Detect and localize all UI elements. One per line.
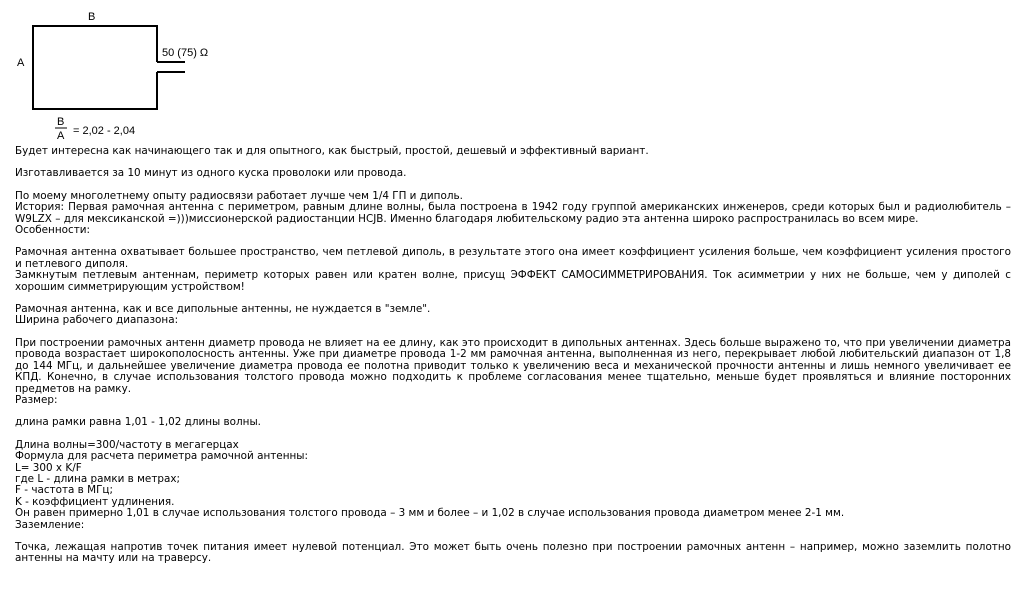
paragraph-history: История: Первая рамочная антенна с периметром, равным длине волны, была построена в 1942 году группой американских инженеров, среди которых был и радиолюбитель – W9LZX – для мексиканской =)))миссионерской радиостанции HCJB. Именно благодаря любительскому радио эта антенна широко распространилась во всем мире. [15,201,1011,225]
label-side-b: B [88,11,96,23]
article-body [15,146,1011,565]
loop-antenna-diagram [0,0,260,140]
paragraph-loop-length: длина рамки равна 1,01 - 1,02 длины волны. [15,416,261,429]
paragraph-wire-diameter: При построении рамочных антенн диаметр провода не влияет на ее длину, как это происходит в дипольных антеннах. Здесь больше выражено то, что при увеличении диаметра провода возрастает широкополосность антенны. Уже при диаметре провода 1-2 мм рамочная антенна, выполненная из него, перекрывает любой любительский диапазон от 1,8 до 144 МГц, и дальнейшее увеличение диаметра провода ее полотна приводит только к увеличению веса и механической прочности антенны и лишь немного увеличивает ее КПД. Конечно, в случае использования толстого провода можно подходить к проблеме согласования менее тщательно, меньше будет проявляться и влияние посторонних предметов на рамку. [15,336,1011,395]
fraction-denominator: A [57,130,65,140]
heading-size: Размер: [15,393,58,406]
heading-bandwidth: Ширина рабочего диапазона: [15,314,179,327]
label-impedance: 50 (75) Ω [162,47,209,59]
formula-var-l: где L - длина рамки в метрах; [15,472,180,485]
antenna-loop-frame [33,26,157,109]
paragraph-ground: Рамочная антенна, как и все дипольные антенны, не нуждается в "земле". [15,303,431,316]
fraction-numerator: B [57,116,65,128]
paragraph-wavelength: Длина волны=300/частоту в мегагерцах [15,438,239,451]
formula: L= 300 x K/F [15,461,82,474]
paragraph-intro: Будет интересна как начинающего так и для опытного, как быстрый, простой, дешевый и эффективный вариант. [15,145,649,157]
paragraph-self-balancing: Замкнутым петлевым антеннам, периметр которых равен или кратен волне, присущ ЭФФЕКТ САМОСИММЕТРИРОВАНИЯ. Ток асимметрии у них не больше, чем у диполей с хорошим симметрирующим устройством! [15,269,1011,293]
paragraph-build-time: Изготавливается за 10 минут из одного куска проволоки или провода. [15,167,407,180]
formula-var-k: K - коэффициент удлинения. [15,495,175,508]
formula-var-f: F - частота в МГц; [15,484,113,497]
heading-grounding: Заземление: [15,518,85,531]
paragraph-gain: Рамочная антенна охватывает большее пространство, чем петлевой диполь, в результате этого она имеет коэффициент усиления больше, чем коэффициент усиления простого и петлевого диполя. [15,246,1011,270]
paragraph-grounding: Точка, лежащая напротив точек питания имеет нулевой потенциал. Это может быть очень полезно при построении рамочных антенн – например, можно заземлить полотно антенны на мачту или на траверсу. [15,540,1011,565]
paragraph-k-value: Он равен примерно 1,01 в случае использования толстого провода – 3 мм и более – и 1,02 в случае использования провода диаметром менее 2-1 мм. [15,507,845,520]
heading-features: Особенности: [15,224,91,237]
label-side-a: A [17,57,25,69]
paragraph-experience: По моему многолетнему опыту радиосвязи работает лучше чем 1/4 ГП и диполь. [15,189,463,202]
ratio-value: = 2,02 - 2,04 [73,125,136,137]
paragraph-formula-title: Формула для расчета периметра рамочной антенны: [15,450,308,463]
